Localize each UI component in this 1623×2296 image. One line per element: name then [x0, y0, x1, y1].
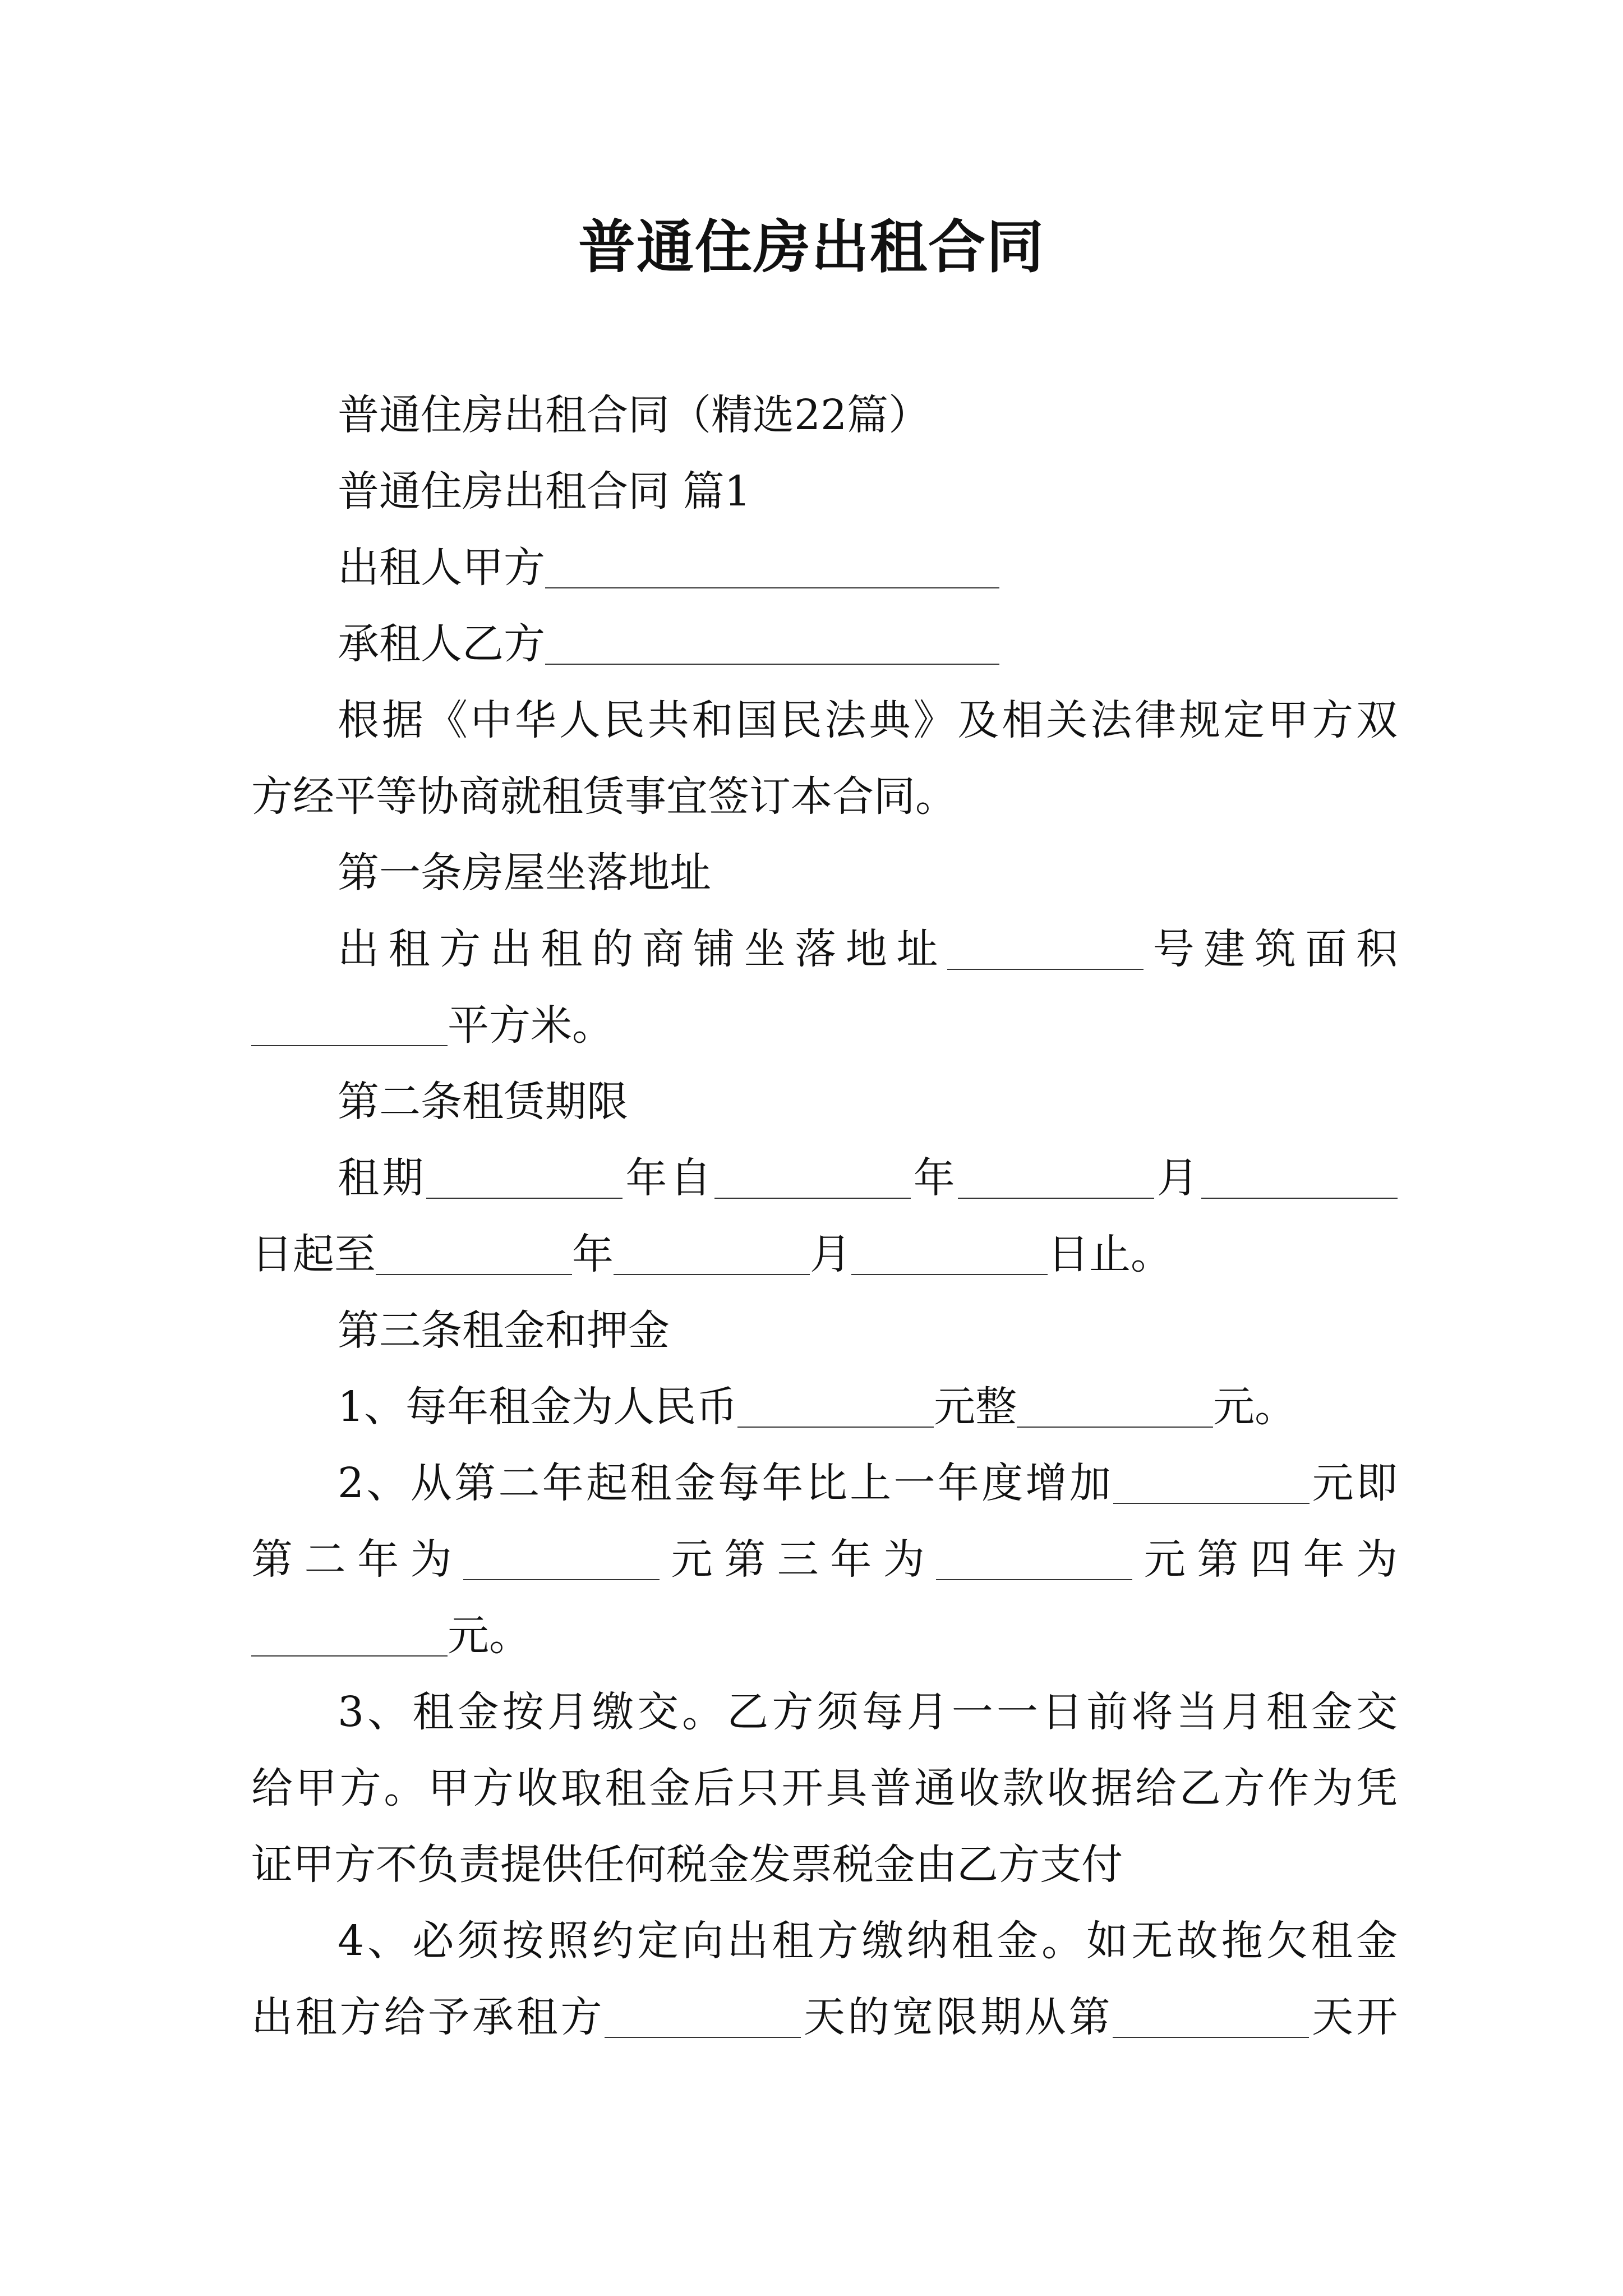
start-year-blank[interactable]: [714, 1158, 911, 1199]
article-3-text: 天的宽限期从第: [801, 1993, 1113, 2041]
lessee-label: 承租人乙方: [338, 620, 545, 668]
document-subtitle: 普通住房出租合同（精选22篇）: [338, 391, 930, 439]
article-3-text: 第二年为: [251, 1535, 464, 1584]
article-2-heading: 第二条租赁期限: [338, 1078, 628, 1126]
year-2-rent-blank[interactable]: [463, 1540, 660, 1580]
start-month-blank[interactable]: [958, 1158, 1154, 1199]
article-3-text: 元整: [934, 1383, 1017, 1431]
article-3-text: 元第三年为: [660, 1535, 937, 1584]
article-3-text: 2、从第二年起租金每年比上一年度增加: [338, 1459, 1114, 1507]
article-1-line-1: [251, 911, 1398, 987]
article-3-item-1: [251, 1369, 1398, 1445]
article-2-text: 日起至: [251, 1230, 376, 1278]
annual-rent-number-blank[interactable]: [1017, 1387, 1213, 1428]
article-3-item-2-line-3: [251, 1598, 1398, 1674]
annual-rent-blank[interactable]: [737, 1387, 934, 1428]
intro-line-2: 方经平等协商就租赁事宜签订本合同。: [251, 772, 957, 821]
article-2-text: 年: [572, 1230, 614, 1278]
grace-days-blank[interactable]: [605, 1998, 801, 2038]
article-1-text: 出租方出租的商铺坐落地址: [338, 925, 948, 973]
end-day-blank[interactable]: [851, 1235, 1048, 1275]
lessor-line: [251, 530, 1398, 606]
lessee-blank[interactable]: [545, 624, 999, 665]
article-1-text: 号建筑面积: [1144, 925, 1398, 973]
article-1-line-2: [251, 987, 1398, 1064]
start-day-blank[interactable]: [1201, 1158, 1398, 1199]
section-heading: 普通住房出租合同 篇1: [338, 467, 751, 516]
article-2-text: 日止。: [1048, 1230, 1172, 1278]
grace-start-day-blank[interactable]: [1113, 1998, 1309, 2038]
article-3-item-2-line-2: [251, 1521, 1398, 1598]
article-3-text: 元即: [1310, 1459, 1398, 1507]
article-2-text: 月: [810, 1230, 851, 1278]
article-3-text: 元。: [448, 1612, 531, 1660]
article-3-item-2-line-1: [251, 1445, 1398, 1521]
year-4-rent-blank[interactable]: [251, 1616, 448, 1657]
year-3-rent-blank[interactable]: [936, 1540, 1132, 1580]
article-2-text: 年自: [623, 1154, 714, 1202]
yearly-increase-blank[interactable]: [1113, 1464, 1310, 1504]
article-1-heading: 第一条房屋坐落地址: [338, 849, 711, 897]
end-month-blank[interactable]: [614, 1235, 810, 1275]
intro-line-1: 根据《中华人民共和国民法典》及相关法律规定甲方双: [338, 696, 1398, 744]
article-3-item-3-line-2: 给甲方。甲方收取租金后只开具普通收款收据给乙方作为凭: [251, 1764, 1398, 1812]
article-3-text: 元第四年为: [1132, 1535, 1398, 1584]
document-title: 普通住房出租合同: [578, 214, 1045, 281]
article-2-text: 年: [910, 1154, 958, 1202]
article-1-text: 平方米。: [448, 1001, 614, 1050]
end-year-blank[interactable]: [376, 1235, 572, 1275]
article-2-line-2: [251, 1216, 1398, 1292]
lessor-label: 出租人甲方: [338, 544, 545, 592]
lessor-blank[interactable]: [545, 548, 999, 588]
article-2-line-1: [251, 1140, 1398, 1216]
article-2-text: 租期: [338, 1154, 427, 1202]
article-3-heading: 第三条租金和押金: [338, 1306, 670, 1355]
article-3-text: 1、每年租金为人民币: [338, 1383, 738, 1431]
lessee-line: [251, 606, 1398, 682]
document-body: [251, 377, 1398, 2055]
article-2-text: 月: [1154, 1154, 1202, 1202]
area-blank[interactable]: [251, 1006, 448, 1046]
article-3-item-4-line-1: 4、必须按照约定向出租方缴纳租金。如无故拖欠租金: [338, 1917, 1398, 1965]
article-3-text: 出租方给予承租方: [251, 1993, 605, 2041]
article-3-item-3-line-1: 3、租金按月缴交。乙方须每月一一日前将当月租金交: [338, 1688, 1398, 1736]
term-years-blank[interactable]: [426, 1158, 623, 1199]
article-3-item-4-line-2: [251, 1979, 1398, 2055]
article-3-text: 元。: [1213, 1383, 1297, 1431]
address-blank[interactable]: [947, 930, 1144, 970]
article-3-text: 天开: [1309, 1993, 1398, 2041]
article-3-item-3-line-3: 证甲方不负责提供任何税金发票税金由乙方支付: [251, 1841, 1123, 1889]
